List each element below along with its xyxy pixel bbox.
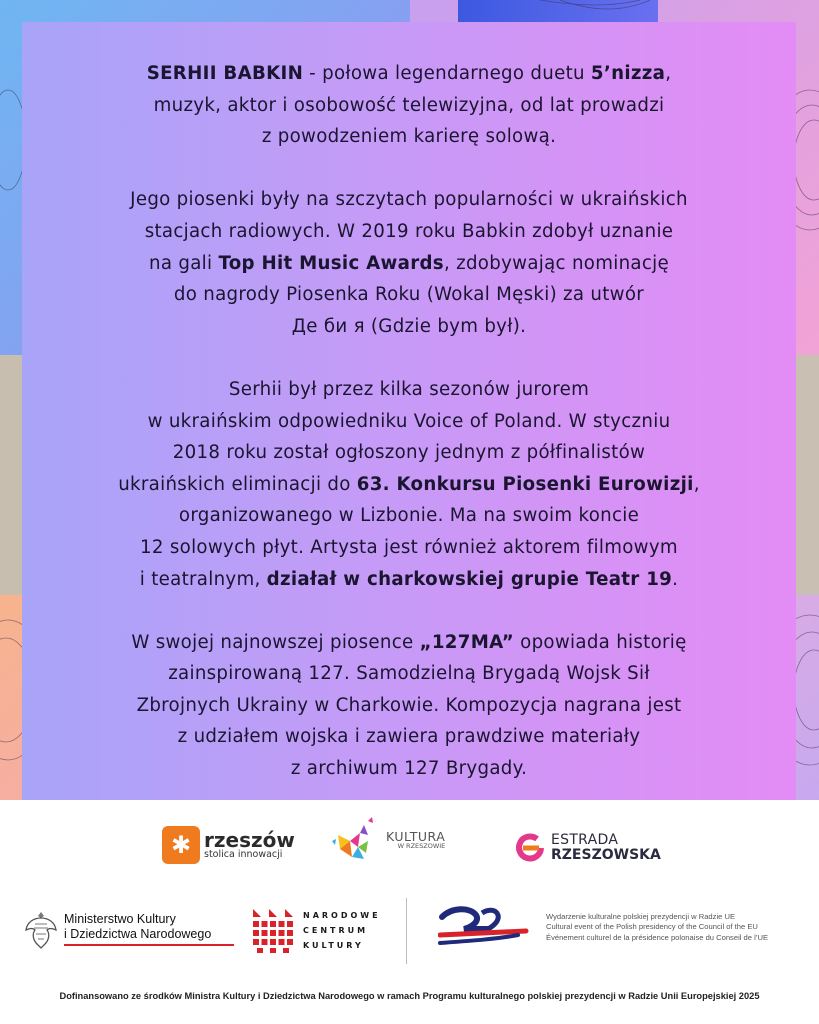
ministry-logo [24, 908, 234, 950]
text-span: . [672, 568, 679, 590]
rzeszow-star-icon: ✱ [162, 826, 200, 864]
text-span: - połowa legendarnego duetu [303, 63, 591, 84]
paragraph-career [22, 184, 796, 342]
estrada-logo [515, 833, 661, 863]
text-span: organizowanego w Lizbonie. Ma na swoim koncie [178, 505, 640, 527]
kultura-triangles-icon [328, 815, 378, 865]
funding-note: Dofinansowano ze środków Ministra Kultury i Dziedzictwa Narodowego w ramach Programu kulturalnego polskiej prezydencji w Radzie Unii Europejskiej 2025 [59, 991, 760, 1001]
text-span: , [693, 473, 700, 495]
band-name: 5’nizza [590, 63, 666, 84]
kultura-logo-subtitle: W RZESZOWIE [397, 842, 446, 851]
rzeszow-logo [162, 826, 295, 864]
estrada-logo-line2: RZESZOWSKA [551, 847, 661, 863]
text-span: 12 solowych płyt. Artysta jest również aktorem filmowym [140, 536, 678, 558]
text-span: w ukraińskim odpowiedniku Voice of Poland. W styczniu [147, 410, 671, 432]
kultura-logo-text: KULTURA [386, 828, 446, 844]
estrada-logo-line1: ESTRADA [551, 832, 619, 849]
nck-logo-line2: CENTRUM [303, 926, 369, 936]
song-title: „127MA” [419, 631, 515, 653]
text-span: opowiada historię [514, 631, 687, 653]
paragraph-intro [22, 58, 796, 153]
text-span: z archiwum 127 Brygady. [290, 758, 528, 780]
eu-presidency-text-pl: Wydarzenie kulturalne polskiej prezydencji w Radzie UE [546, 912, 736, 921]
artist-name: SERHII BABKIN [146, 63, 304, 84]
text-span: zainspirowaną 127. Samodzielną Brygadą Wojsk Sił [168, 663, 650, 685]
text-span: Zbrojnych Ukrainy w Charkowie. Kompozycja nagrana jest [136, 694, 682, 716]
theatre-group: działał w charkowskiej grupie Teatr 19 [266, 568, 673, 590]
rzeszow-logo-text: rzeszów [204, 828, 295, 853]
text-span: 2018 roku został ogłoszony jednym z półfinalistów [172, 442, 646, 464]
text-span: z powodzeniem karierę solową. [261, 126, 557, 148]
text-span: do nagrody Piosenka Roku (Wokal Męski) za utwór [173, 284, 645, 306]
eu-presidency-logo [438, 905, 532, 953]
article-body [22, 58, 796, 816]
footer-divider [406, 898, 407, 964]
nck-logo-line1: NARODOWE [303, 911, 381, 920]
text-span: Jego piosenki były na szczytach popularności w ukraińskich [130, 189, 688, 211]
text-span: Serhii był przez kilka sezonów jurorem [228, 378, 590, 400]
text-span: Де би я (Gdzie bym był). [291, 315, 527, 337]
text-span: i teatralnym, [139, 568, 267, 590]
contest-name: 63. Konkursu Piosenki Eurowizji [356, 473, 694, 495]
ministry-logo-line1: Ministerstwo Kultury [64, 912, 176, 927]
text-span: W swojej najnowszej piosence [131, 631, 420, 653]
text-span: na gali [149, 252, 219, 274]
text-span: , [665, 63, 672, 84]
text-span: stacjach radiowych. W 2019 roku Babkin zdobył uznanie [144, 220, 674, 242]
estrada-e-icon [515, 833, 545, 863]
ministry-logo-line2: i Dziedzictwa Narodowego [64, 926, 212, 941]
eagle-emblem-icon [24, 908, 58, 950]
ministry-logo-underline [64, 944, 234, 946]
nck-crown-icon [253, 909, 293, 953]
text-span: z udziałem wojska i zawiera prawdziwe materiały [177, 726, 641, 748]
award-name: Top Hit Music Awards [218, 252, 444, 274]
eu-presidency-emblem-icon [438, 905, 532, 953]
nck-logo [253, 908, 381, 954]
eu-presidency-text-en: Cultural event of the Polish presidency of the Council of the EU [546, 922, 758, 932]
text-span: ukraińskich eliminacji do [118, 473, 357, 495]
paragraph-jury [22, 374, 796, 595]
kultura-logo [328, 815, 445, 865]
nck-logo-line3: KULTURY [303, 941, 364, 951]
text-span: , zdobywając nominację [443, 252, 669, 274]
eu-presidency-text [546, 912, 768, 943]
eu-presidency-text-fr: Événement culturel de la présidence polonaise du Conseil de l’UE [546, 932, 769, 942]
text-span: muzyk, aktor i osobowość telewizyjna, od lat prowadzi [153, 94, 665, 116]
rzeszow-logo-subtitle: stolica innowacji [204, 849, 283, 861]
paragraph-song [22, 627, 796, 785]
